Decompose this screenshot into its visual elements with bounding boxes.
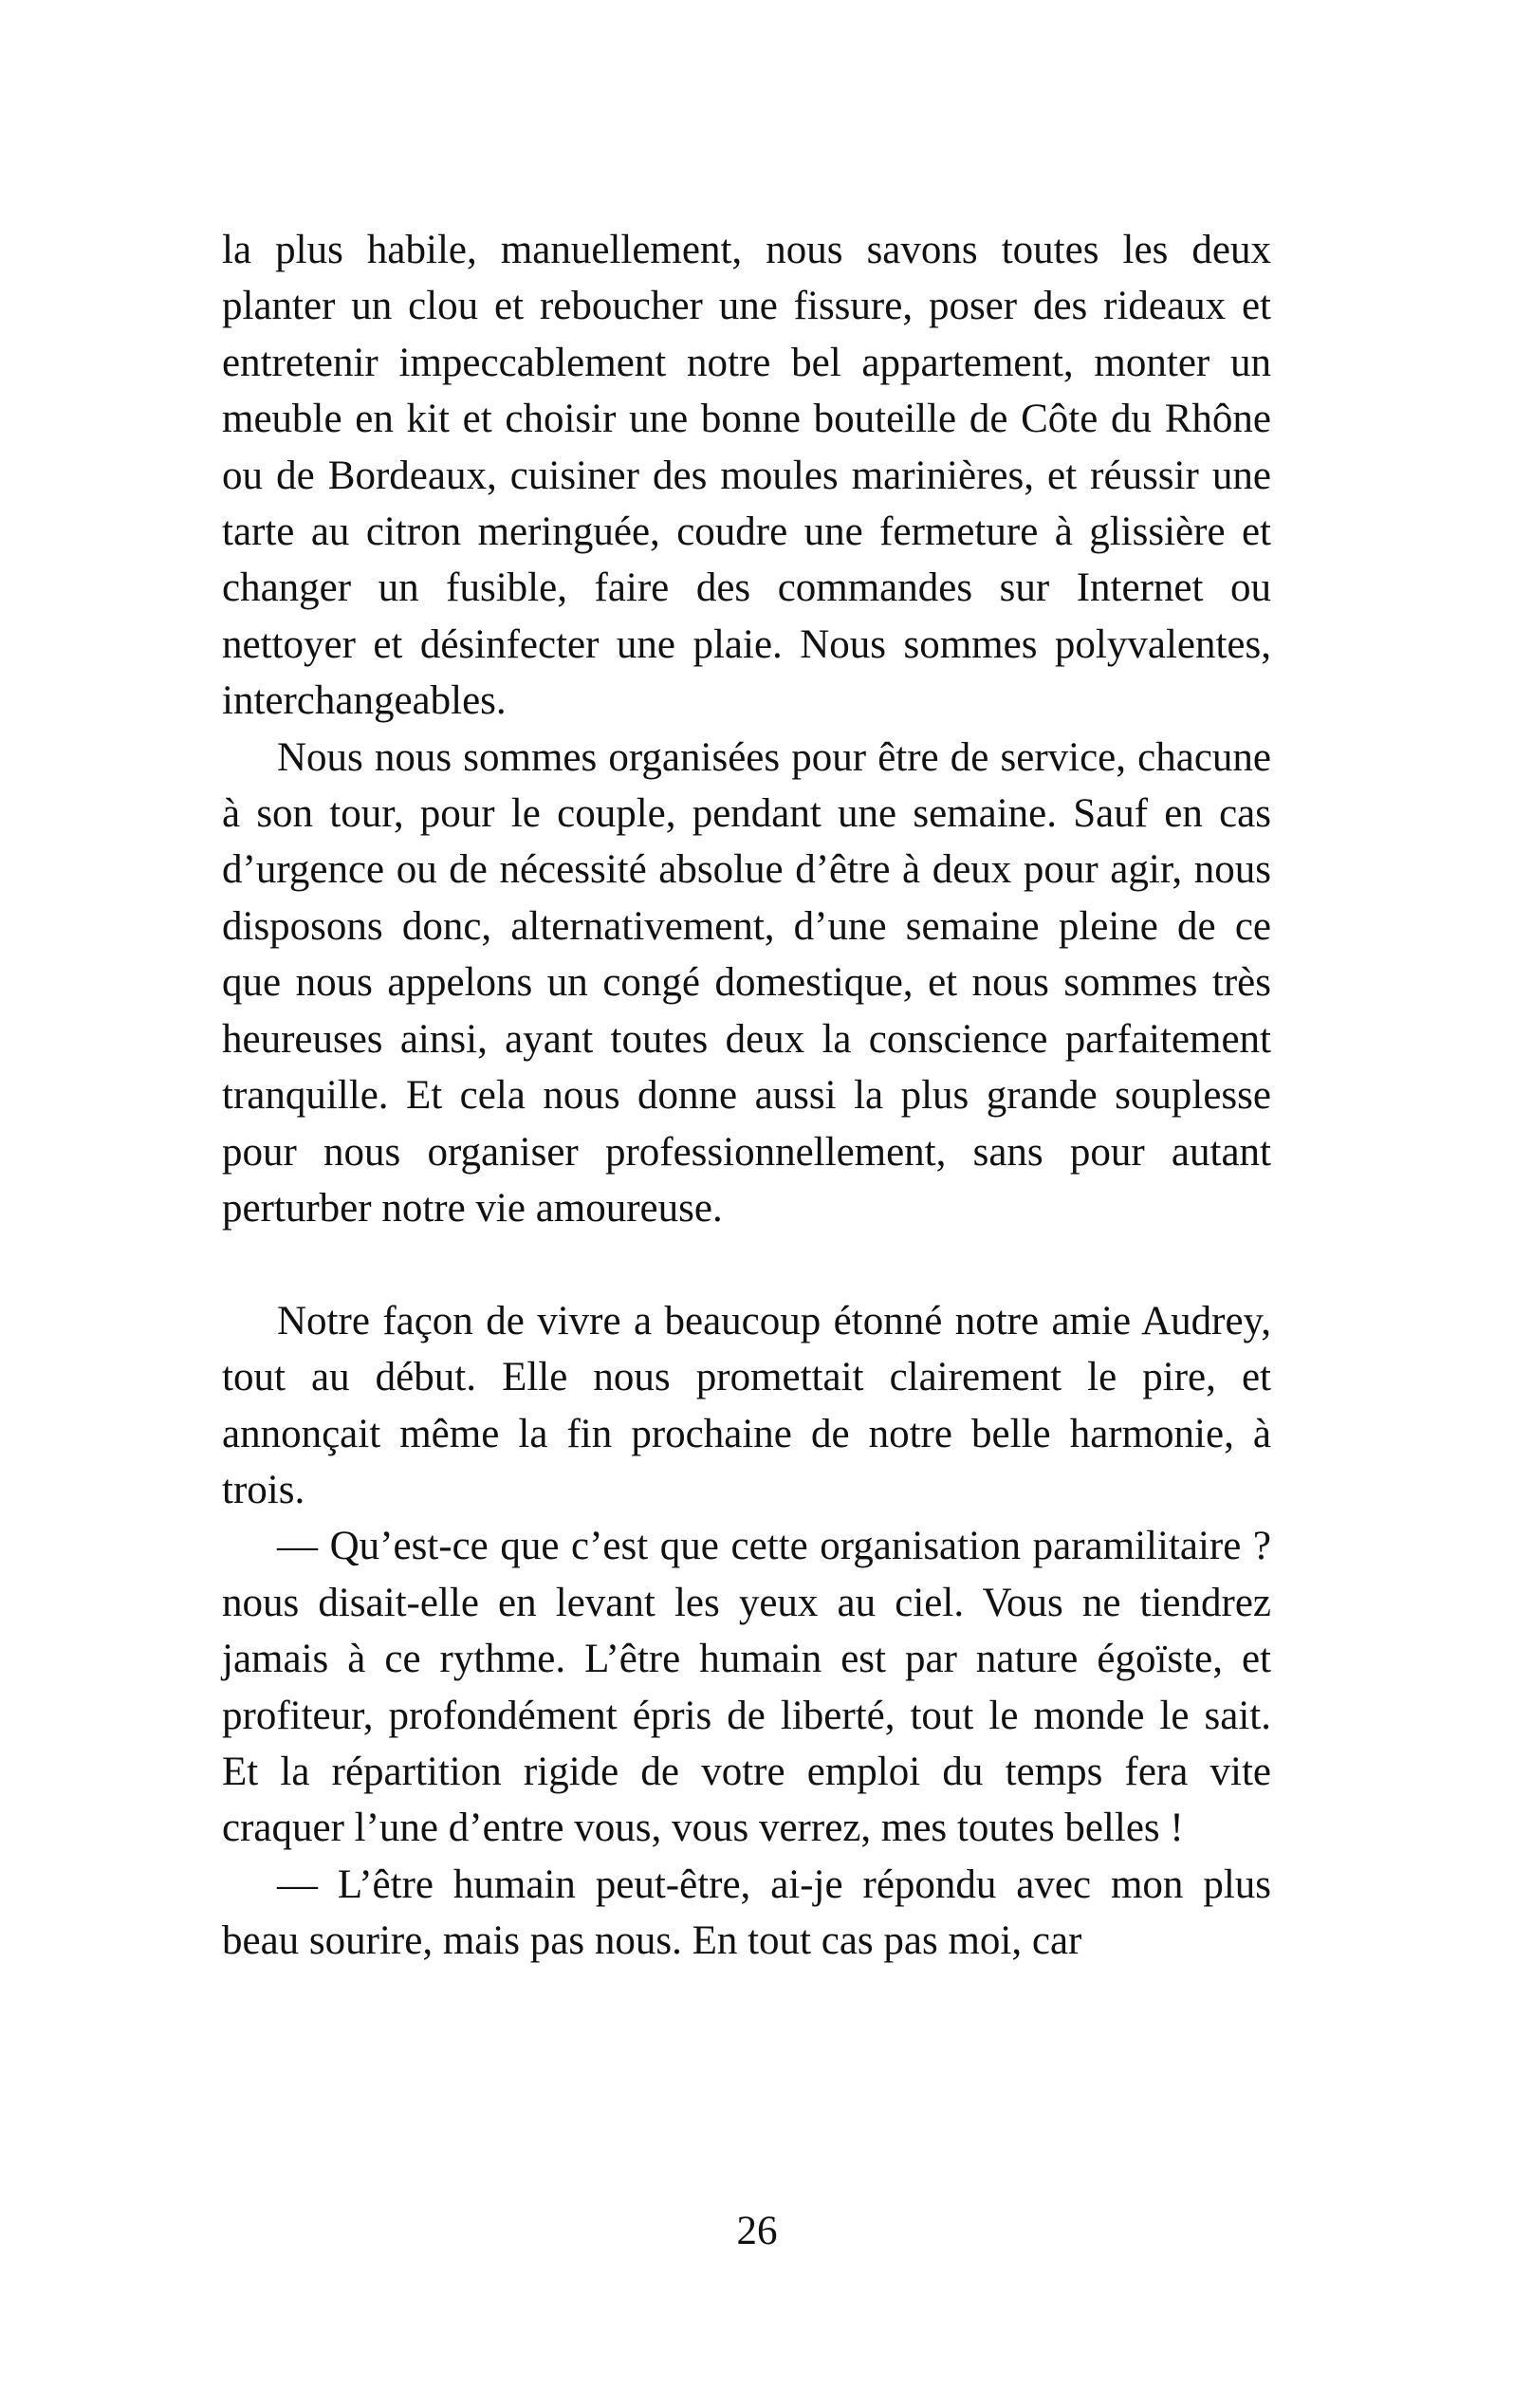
dialogue-reply: — L’être humain peut-être, ai-je répondu avec mon plus beau sourire, mais pas nous. En tout cas pas moi, car bbox=[222, 1862, 1271, 1964]
dialogue-audrey: — Qu’est-ce que c’est que cette organisation paramilitaire ? nous disait-elle en levant les yeux au ciel. Vous ne tiendrez jamais à ce rythme. L’être humain est par nature égoïste, et profiteur, profondément épris de liberté, tout le monde le sait. Et la répartition rigide de votre emploi du temps fera vite craquer l’une d’entre vous, vous verrez, mes toutes belles ! bbox=[222, 1524, 1271, 1851]
paragraph-organisation: Nous nous sommes organisées pour être de service, chacune à son tour, pour le couple, pendant une semaine. Sauf en cas d’urgence ou de nécessité absolue d’être à deux pour agir, nous disposons donc, alternativement, d’une semaine pleine de ce que nous appelons un congé domestique, et nous sommes très heureuses ainsi, ayant toutes deux la conscience parfaitement tranquille. Et cela nous donne aussi la plus grande souplesse pour nous organiser professionnellement, sans pour autant perturber notre vie amoureuse. bbox=[222, 734, 1271, 1231]
paragraph-continuation: la plus habile, manuellement, nous savons toutes les deux planter un clou et reboucher une fissure, poser des rideaux et entretenir impeccablement notre bel appartement, monter un meuble en kit et choisir une bonne bouteille de Côte du Rhône ou de Bordeaux, cuisiner des moules marinières, et réussir une tarte au citron meringuée, coudre une fermeture à glissière et changer un fusible, faire des commandes sur Internet ou nettoyer et désinfecter une plaie. Nous sommes polyvalentes, interchangeables. bbox=[222, 228, 1271, 724]
paragraph-audrey: Notre façon de vivre a beaucoup étonné notre amie Audrey, tout au début. Elle nous promettait clairement le pire, et annonçait même la fin prochaine de notre belle harmonie, à trois. bbox=[222, 1298, 1271, 1512]
page-number: 26 bbox=[736, 2209, 778, 2253]
body-text bbox=[222, 222, 1271, 1970]
